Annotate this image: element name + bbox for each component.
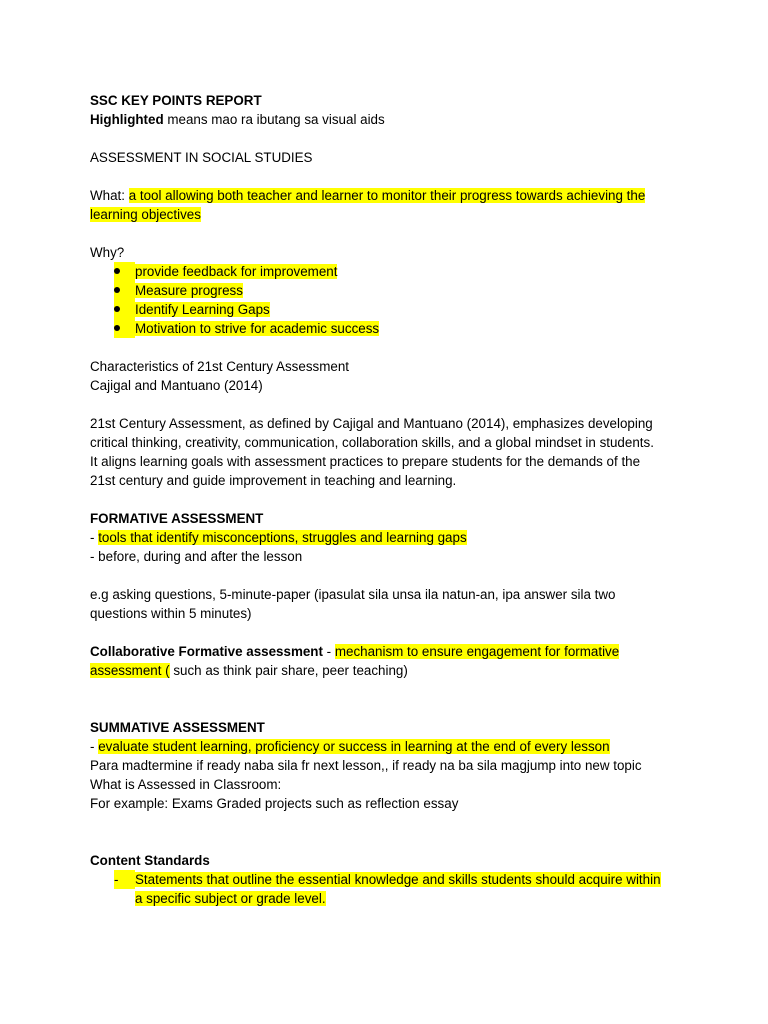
dash-marker-icon — [114, 870, 135, 889]
legend-bold: Highlighted — [90, 112, 164, 127]
what-line-2 — [90, 205, 708, 224]
summative-line-4: For example: Exams Graded projects such as reflection essay — [90, 796, 459, 811]
bullet-icon — [114, 281, 135, 300]
summative-definition: - evaluate student learning, proficiency or success in learning at the end of every lesson — [90, 739, 610, 754]
list-item: - Statements that outline the essential knowledge and skills students should acquire within a specific subject or grade level. — [90, 870, 708, 908]
list-item: provide feedback for improvement — [90, 262, 708, 281]
formative-timing: - before, during and after the lesson — [90, 549, 303, 564]
section-title: ASSESSMENT IN SOCIAL STUDIES — [90, 150, 313, 165]
list-item: Measure progress — [90, 281, 708, 300]
formative-example-2: questions within 5 minutes) — [90, 606, 252, 621]
what-label: What: — [90, 188, 129, 203]
why-label: Why? — [90, 245, 125, 260]
formative-heading: FORMATIVE ASSESSMENT — [90, 511, 264, 526]
summative-line-2: Para madtermine if ready naba sila fr next lesson,, if ready na ba sila magjump into new topic — [90, 758, 642, 773]
bullet-icon — [114, 300, 135, 319]
why-list — [90, 262, 708, 338]
paragraph-line: 21st century and guide improvement in teaching and learning. — [90, 473, 457, 488]
what-line-1 — [90, 186, 708, 205]
summative-heading: SUMMATIVE ASSESSMENT — [90, 720, 265, 735]
what-definition-1: a tool allowing both teacher and learner to monitor their progress towards achieving the — [128, 188, 646, 203]
bullet-icon — [114, 262, 135, 281]
formative-example-1: e.g asking questions, 5-minute-paper (ipasulat sila unsa ila natun-an, ipa answer sila two — [90, 587, 616, 602]
content-standards-list — [90, 870, 708, 908]
highlight-legend — [90, 110, 708, 129]
legend-text: means mao ra ibutang sa visual aids — [163, 112, 385, 127]
list-item: Identify Learning Gaps — [90, 300, 708, 319]
formative-definition: - tools that identify misconceptions, struggles and learning gaps — [90, 530, 467, 545]
bullet-icon — [114, 319, 135, 338]
paragraph-line: 21st Century Assessment, as defined by Cajigal and Mantuano (2014), emphasizes developing — [90, 416, 653, 431]
what-definition-2: learning objectives — [90, 207, 201, 222]
collaborative-line-1: Collaborative Formative assessment - mechanism to ensure engagement for formative — [90, 644, 620, 659]
paragraph-line: critical thinking, creativity, communication, collaboration skills, and a global mindset in students. — [90, 435, 654, 450]
summative-line-3: What is Assessed in Classroom: — [90, 777, 282, 792]
collaborative-line-2: assessment ( such as think pair share, peer teaching) — [90, 663, 408, 678]
paragraph-line: It aligns learning goals with assessment practices to prepare students for the demands of the — [90, 454, 641, 469]
report-title: SSC KEY POINTS REPORT — [90, 93, 262, 108]
list-item: Motivation to strive for academic success — [90, 319, 708, 338]
content-standards-heading: Content Standards — [90, 853, 210, 868]
characteristics-heading: Characteristics of 21st Century Assessment — [90, 359, 349, 374]
characteristics-source: Cajigal and Mantuano (2014) — [90, 378, 263, 393]
